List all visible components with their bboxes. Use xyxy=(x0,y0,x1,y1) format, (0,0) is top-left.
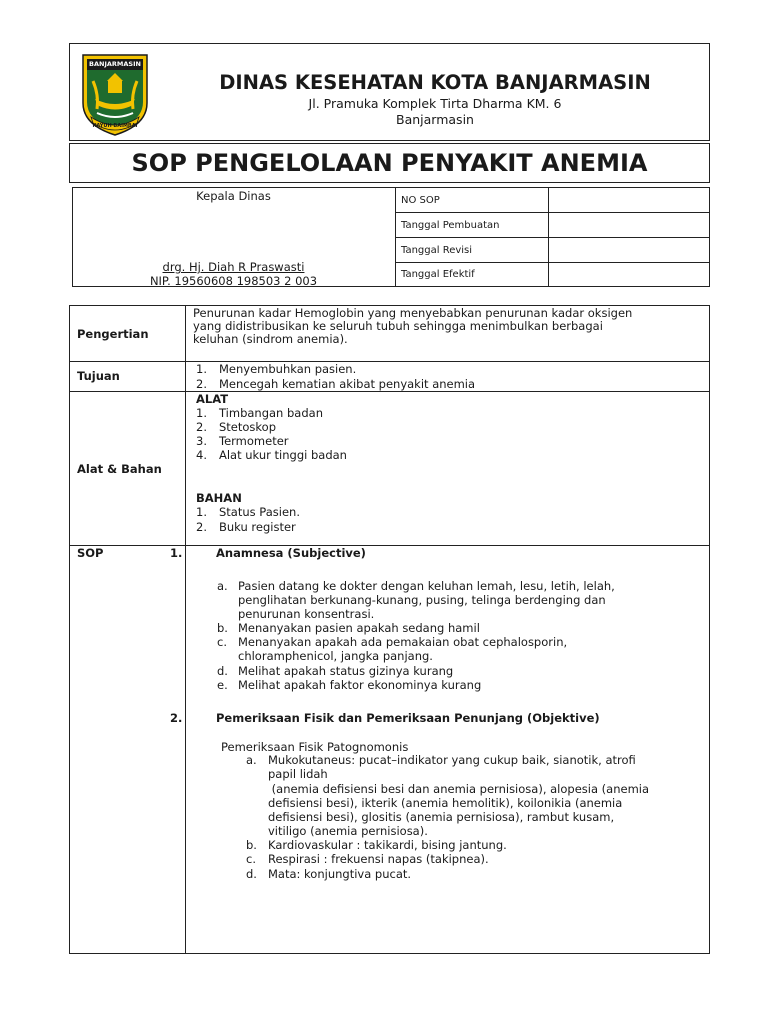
anamnesa-line: Pasien datang ke dokter dengan keluhan lemah, lesu, letih, lelah, xyxy=(238,579,615,593)
city-logo xyxy=(77,51,153,137)
anamnesa-letter: a. xyxy=(217,579,228,593)
pengertian-line: Penurunan kadar Hemoglobin yang menyebabkan penurunan kadar oksigen xyxy=(193,306,633,320)
pengertian-line: keluhan (sindrom anemia). xyxy=(193,332,348,346)
bahan-item: Buku register xyxy=(219,520,296,534)
anamnesa-letter: e. xyxy=(217,678,228,692)
alat-num: 1. xyxy=(196,406,207,420)
alat-item: Timbangan badan xyxy=(219,406,323,420)
meta-label-no-sop: NO SOP xyxy=(401,195,440,206)
meta-label-tanggal-pembuatan: Tanggal Pembuatan xyxy=(401,220,500,231)
alat-num: 4. xyxy=(196,448,207,462)
pemeriksaan-line: Mukokutaneus: pucat–indikator yang cukup baik, sianotik, atrofi xyxy=(268,753,636,767)
pemeriksaan-letter: a. xyxy=(246,753,257,767)
sop-step-title: Anamnesa (Subjective) xyxy=(216,546,366,560)
signature-nip: NIP. 19560608 198503 2 003 xyxy=(149,274,318,288)
anamnesa-letter: b. xyxy=(217,621,228,635)
document-title: SOP PENGELOLAAN PENYAKIT ANEMIA xyxy=(131,149,648,177)
tujuan-label: Tujuan xyxy=(77,369,120,383)
signature-role: Kepala Dinas xyxy=(196,189,271,203)
alat-heading: ALAT xyxy=(196,392,229,406)
anamnesa-letter: d. xyxy=(217,664,228,678)
address-line-2: Banjarmasin xyxy=(396,112,474,127)
alat-bahan-label: Alat & Bahan xyxy=(77,462,162,476)
alat-item: Alat ukur tinggi badan xyxy=(219,448,347,462)
bahan-heading: BAHAN xyxy=(196,491,242,505)
pemeriksaan-line: defisiensi besi), ikterik (anemia hemolitik), koilonikia (anemia xyxy=(268,796,623,810)
anamnesa-letter: c. xyxy=(217,635,227,649)
logo-top-text: BANJARMASIN xyxy=(89,60,141,68)
pemeriksaan-line: Respirasi : frekuensi napas (takipnea). xyxy=(268,852,489,866)
bahan-item: Status Pasien. xyxy=(219,505,300,519)
pemeriksaan-line: defisiensi besi), glositis (anemia pernisiosa), rambut kusam, xyxy=(268,810,615,824)
alat-item: Termometer xyxy=(219,434,289,448)
anamnesa-line: Melihat apakah faktor ekonominya kurang xyxy=(238,678,482,692)
anamnesa-line: penurunan konsentrasi. xyxy=(238,607,375,621)
pemeriksaan-line: Mata: konjungtiva pucat. xyxy=(268,867,412,881)
sop-step-number: 1. xyxy=(170,546,183,560)
anamnesa-line: Menanyakan pasien apakah sedang hamil xyxy=(238,621,480,635)
anamnesa-line: chloramphenicol, jangka panjang. xyxy=(238,649,433,663)
anamnesa-line: Melihat apakah status gizinya kurang xyxy=(238,664,454,678)
pemeriksaan-subheading: Pemeriksaan Fisik Patognomonis xyxy=(221,740,409,754)
tujuan-num: 2. xyxy=(196,377,207,391)
address-line-1: Jl. Pramuka Komplek Tirta Dharma KM. 6 xyxy=(308,96,562,111)
pemeriksaan-line: Kardiovaskular : takikardi, bising jantung. xyxy=(268,838,507,852)
alat-item: Stetoskop xyxy=(219,420,277,434)
signature-name: drg. Hj. Diah R Praswasti xyxy=(162,260,305,274)
org-name: DINAS KESEHATAN KOTA BANJARMASIN xyxy=(219,71,651,94)
meta-label-tanggal-revisi: Tanggal Revisi xyxy=(401,245,473,256)
pengertian-label: Pengertian xyxy=(77,327,149,341)
pemeriksaan-line: papil lidah xyxy=(268,767,328,781)
pemeriksaan-letter: c. xyxy=(246,852,256,866)
pemeriksaan-letter: d. xyxy=(246,867,257,881)
anamnesa-line: penglihatan berkunang-kunang, pusing, telinga berdenging dan xyxy=(238,593,606,607)
sop-label: SOP xyxy=(77,546,104,560)
alat-num: 3. xyxy=(196,434,207,448)
tujuan-num: 1. xyxy=(196,362,207,376)
pengertian-line: yang didistribusikan ke seluruh tubuh sehingga menimbulkan berbagai xyxy=(193,319,603,333)
tujuan-item: Mencegah kematian akibat penyakit anemia xyxy=(219,377,476,391)
alat-num: 2. xyxy=(196,420,207,434)
bahan-num: 2. xyxy=(196,520,207,534)
sop-step-title: Pemeriksaan Fisik dan Pemeriksaan Penunjang (Objektive) xyxy=(216,711,600,725)
anamnesa-line: Menanyakan apakah ada pemakaian obat cephalosporin, xyxy=(238,635,568,649)
logo-bottom-text: KAYUH BAIMBAI xyxy=(92,123,138,129)
bahan-num: 1. xyxy=(196,505,207,519)
meta-label-tanggal-efektif: Tanggal Efektif xyxy=(401,269,475,280)
pemeriksaan-line: vitiligo (anemia pernisiosa). xyxy=(268,824,428,838)
sop-step-number: 2. xyxy=(170,711,183,725)
pemeriksaan-line: (anemia defisiensi besi dan anemia pernisiosa), alopesia (anemia xyxy=(268,782,650,796)
pemeriksaan-letter: b. xyxy=(246,838,257,852)
tujuan-item: Menyembuhkan pasien. xyxy=(219,362,357,376)
